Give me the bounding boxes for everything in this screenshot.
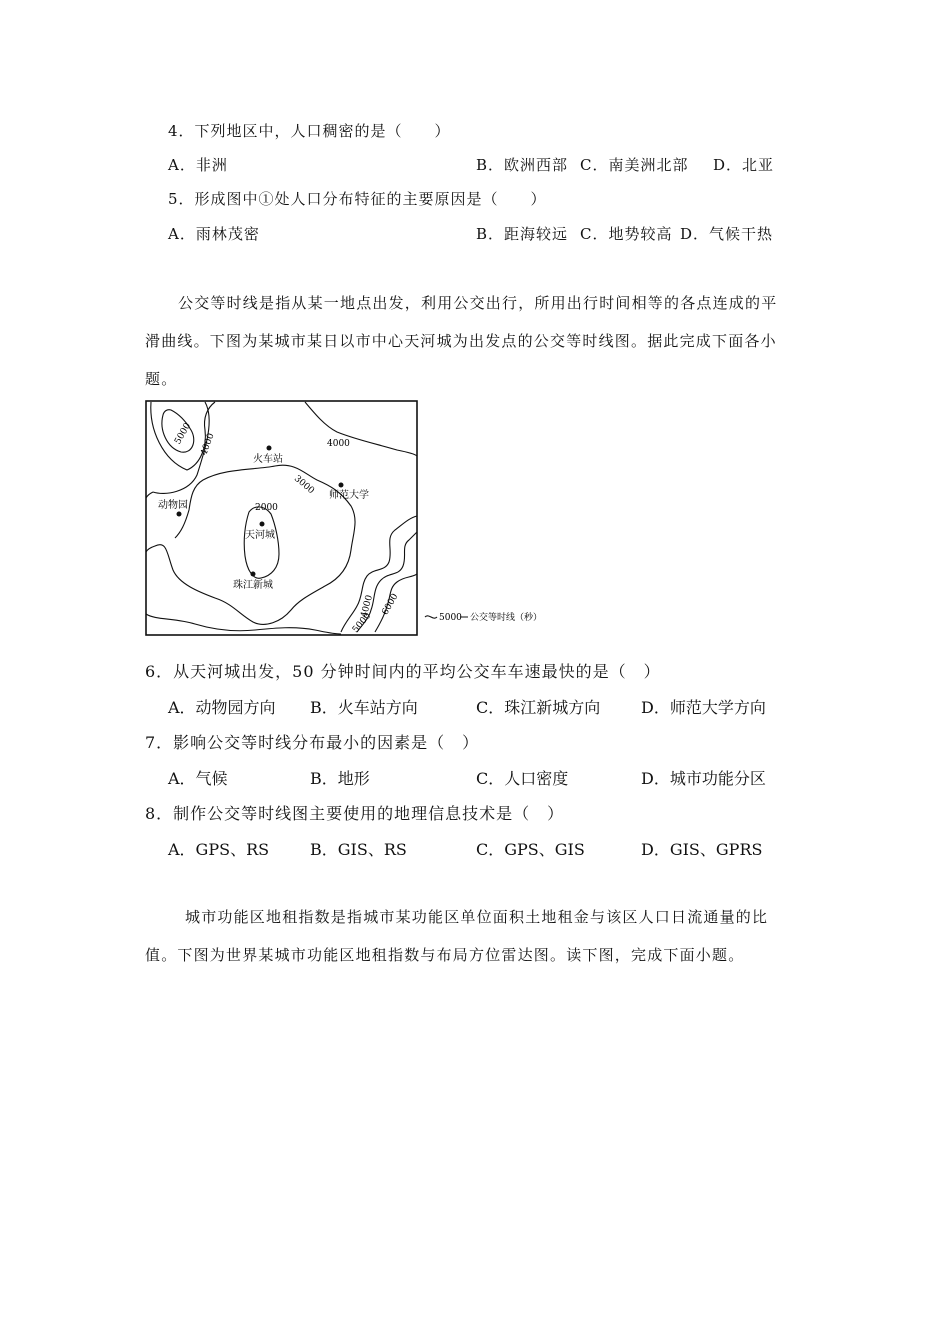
q4-option-b: B．欧洲西部 — [476, 156, 569, 174]
q7-option-b: B．地形 — [310, 769, 370, 788]
label-4000-bottom: 4000 — [359, 594, 376, 619]
tianhe-city-label: 天河城 — [245, 530, 275, 541]
zoo-dot — [177, 512, 182, 517]
q8-option-d: D．GIS、GPRS — [641, 840, 763, 859]
q5-stem: 5．形成图中①处人口分布特征的主要原因是（ ） — [168, 190, 547, 208]
q5-option-b: B．距海较远 — [476, 225, 569, 243]
label-3000: 3000 — [291, 473, 316, 497]
intro2-line1: 城市功能区地租指数是指城市某功能区单位面积土地租金与该区人口日流通量的比 — [185, 908, 769, 926]
contour-3000 — [146, 465, 355, 624]
q6-option-b: B．火车站方向 — [310, 698, 418, 717]
q7-option-d: D．城市功能分区 — [641, 769, 766, 788]
label-2000: 2000 — [255, 503, 278, 513]
contour-5000-bottomleft — [146, 614, 341, 634]
q6-stem: 6．从天河城出发，50 分钟时间内的平均公交车车速最快的是（ ） — [145, 662, 661, 681]
q8-option-c: C．GPS、GIS — [476, 840, 585, 859]
q8-stem: 8．制作公交等时线图主要使用的地理信息技术是（ ） — [145, 804, 565, 823]
q8-option-a: A．GPS、RS — [168, 840, 270, 859]
zoo-label: 动物园 — [158, 500, 188, 511]
train-station-dot — [267, 446, 272, 451]
q8-option-b: B．GIS、RS — [310, 840, 407, 859]
q5-option-d: D．气候干热 — [680, 225, 774, 243]
q7-option-c: C．人口密度 — [476, 769, 569, 788]
zhujiang-new-town-dot — [251, 572, 256, 577]
q7-option-a: A．气候 — [168, 769, 228, 788]
intro1-line1: 公交等时线是指从某一地点出发，利用公交出行，所用出行时间相等的各点连成的平 — [178, 294, 778, 312]
q4-option-c: C．南美洲北部 — [580, 156, 689, 174]
label-4000-left: 4000 — [199, 432, 217, 457]
train-station-label: 火车站 — [253, 454, 283, 465]
tianhe-city-dot — [260, 522, 265, 527]
legend-line-icon — [425, 616, 437, 618]
q4-option-d: D．北亚 — [713, 156, 775, 174]
legend-text: 公交等时线（秒） — [470, 613, 543, 623]
isochrone-map — [145, 400, 595, 640]
zhujiang-new-town-label: 珠江新城 — [233, 580, 273, 591]
contour-4000-right — [305, 402, 417, 456]
label-5000-bottom: 5000 — [350, 611, 374, 636]
intro1-line3: 题。 — [145, 370, 178, 388]
intro1-line2: 滑曲线。下图为某城市某日以市中心天河城为出发点的公交等时线图。据此完成下面各小 — [145, 332, 777, 350]
q6-option-d: D．师范大学方向 — [641, 698, 766, 717]
contour-4000-bottom — [341, 516, 417, 632]
q5-option-c: C．地势较高 — [580, 225, 673, 243]
q5-option-a: A．雨林茂密 — [168, 225, 260, 243]
q6-option-a: A．动物园方向 — [168, 698, 276, 717]
normal-university-label: 师范大学 — [329, 490, 369, 501]
label-5000-topleft: 5000 — [173, 421, 194, 447]
contour-2000 — [244, 507, 279, 578]
q6-option-c: C．珠江新城方向 — [476, 698, 601, 717]
label-4000-top: 4000 — [327, 439, 350, 449]
q4-option-a: A．非洲 — [168, 156, 228, 174]
legend-value: 5000 — [439, 613, 462, 623]
q7-stem: 7．影响公交等时线分布最小的因素是（ ） — [145, 733, 480, 752]
label-6000: 6000 — [380, 592, 401, 617]
intro2-line2: 值。下图为世界某城市功能区地租指数与布局方位雷达图。读下图，完成下面小题。 — [145, 946, 745, 964]
normal-university-dot — [339, 483, 344, 488]
q4-stem: 4．下列地区中，人口稠密的是（ ） — [168, 122, 451, 140]
